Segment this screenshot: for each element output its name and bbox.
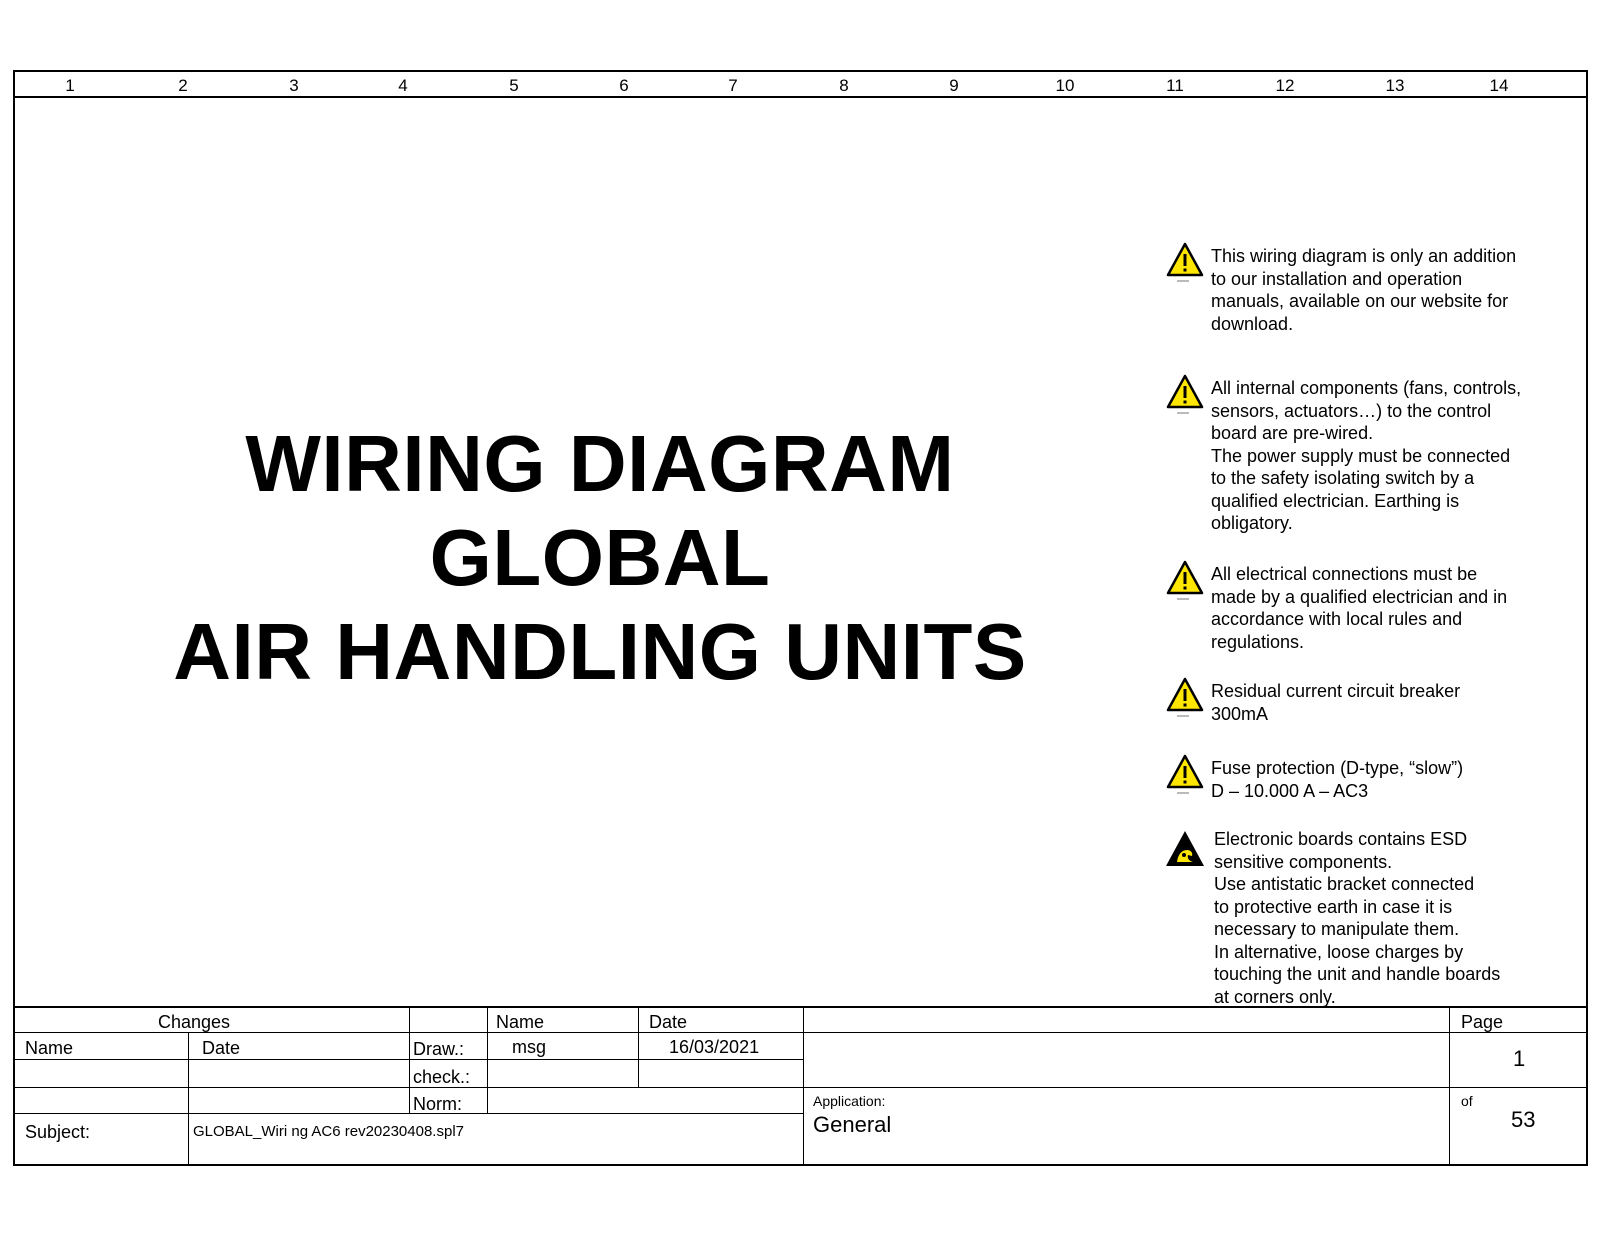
page-number: 1: [1513, 1046, 1526, 1071]
changes-label: Changes: [158, 1012, 231, 1032]
warning-icon: [1165, 676, 1205, 720]
esd-icon: [1165, 828, 1205, 872]
ruler-col: 10: [1055, 76, 1075, 95]
note-text: This wiring diagram is only an addition to our installation and operation manuals, available on our website for download.: [1211, 246, 1517, 334]
page-label: Page: [1461, 1012, 1504, 1032]
name-column-label: Name: [496, 1012, 545, 1032]
note-text: All electrical connections must be made by a qualified electrician and in accordance with local rules and regulations.: [1211, 564, 1508, 652]
column-ruler: [13, 70, 1588, 98]
warning-icon: [1165, 241, 1205, 285]
of-label: of: [1461, 1093, 1473, 1109]
changes-name-label: Name: [25, 1038, 74, 1058]
check-label: check.:: [413, 1067, 471, 1087]
divider: [13, 1059, 803, 1060]
divider: [638, 1006, 639, 1088]
ruler-col: 7: [728, 76, 738, 95]
note-text: All internal components (fans, controls, sensors, actuators…) to the control board are pre-wired. The power supply must be connected to the safety isolating switch by a qualified electrician. Earthing is obligatory.: [1211, 378, 1522, 533]
application-value: General: [813, 1112, 892, 1137]
date-column-label: Date: [649, 1012, 688, 1032]
ruler-col: 2: [178, 76, 188, 95]
norm-label: Norm:: [413, 1094, 462, 1114]
title-line-2: GLOBAL: [429, 513, 771, 602]
note-text: Fuse protection (D-type, “slow”) D – 10.000 A – AC3: [1211, 758, 1464, 801]
subject-value: GLOBAL_Wiri ng AC6 rev20230408.spl7: [193, 1123, 464, 1140]
note-text: Electronic boards contains ESD sensitive components. Use antistatic bracket connected to protective earth in case it is necessary to manipulate them. In alternative, loose charges by touching the unit and handle boards at corners only.: [1214, 829, 1501, 1007]
warning-icon: [1165, 753, 1205, 797]
divider: [803, 1006, 804, 1166]
draw-name-value: msg: [512, 1037, 547, 1057]
title-line-3: AIR HANDLING UNITS: [173, 607, 1027, 696]
draw-date-value: 16/03/2021: [669, 1037, 760, 1057]
ruler-col: 6: [619, 76, 629, 95]
divider: [188, 1032, 189, 1166]
ruler-col: 4: [398, 76, 408, 95]
title-line-1: WIRING DIAGRAM: [245, 419, 955, 508]
warning-icon: [1165, 559, 1205, 603]
divider: [13, 1113, 803, 1114]
application-label: Application:: [813, 1093, 886, 1109]
note-text: Residual current circuit breaker 300mA: [1211, 681, 1461, 724]
ruler-col: 13: [1385, 76, 1405, 95]
divider: [13, 1032, 1588, 1033]
subject-label: Subject:: [25, 1122, 91, 1142]
warning-icon: [1165, 373, 1205, 417]
divider: [13, 1087, 1588, 1088]
ruler-col: 14: [1489, 76, 1509, 95]
ruler-col: 5: [509, 76, 519, 95]
divider: [487, 1006, 488, 1114]
changes-date-label: Date: [202, 1038, 241, 1058]
title-block-top-line: [13, 1006, 1588, 1008]
ruler-col: 8: [839, 76, 849, 95]
ruler-col: 1: [65, 76, 75, 95]
draw-label: Draw.:: [413, 1039, 465, 1059]
ruler-col: 3: [289, 76, 299, 95]
divider: [409, 1006, 410, 1114]
total-pages: 53: [1511, 1107, 1536, 1132]
ruler-col: 11: [1166, 76, 1184, 95]
ruler-col: 9: [949, 76, 959, 95]
divider: [1449, 1006, 1450, 1166]
ruler-col: 12: [1275, 76, 1295, 95]
